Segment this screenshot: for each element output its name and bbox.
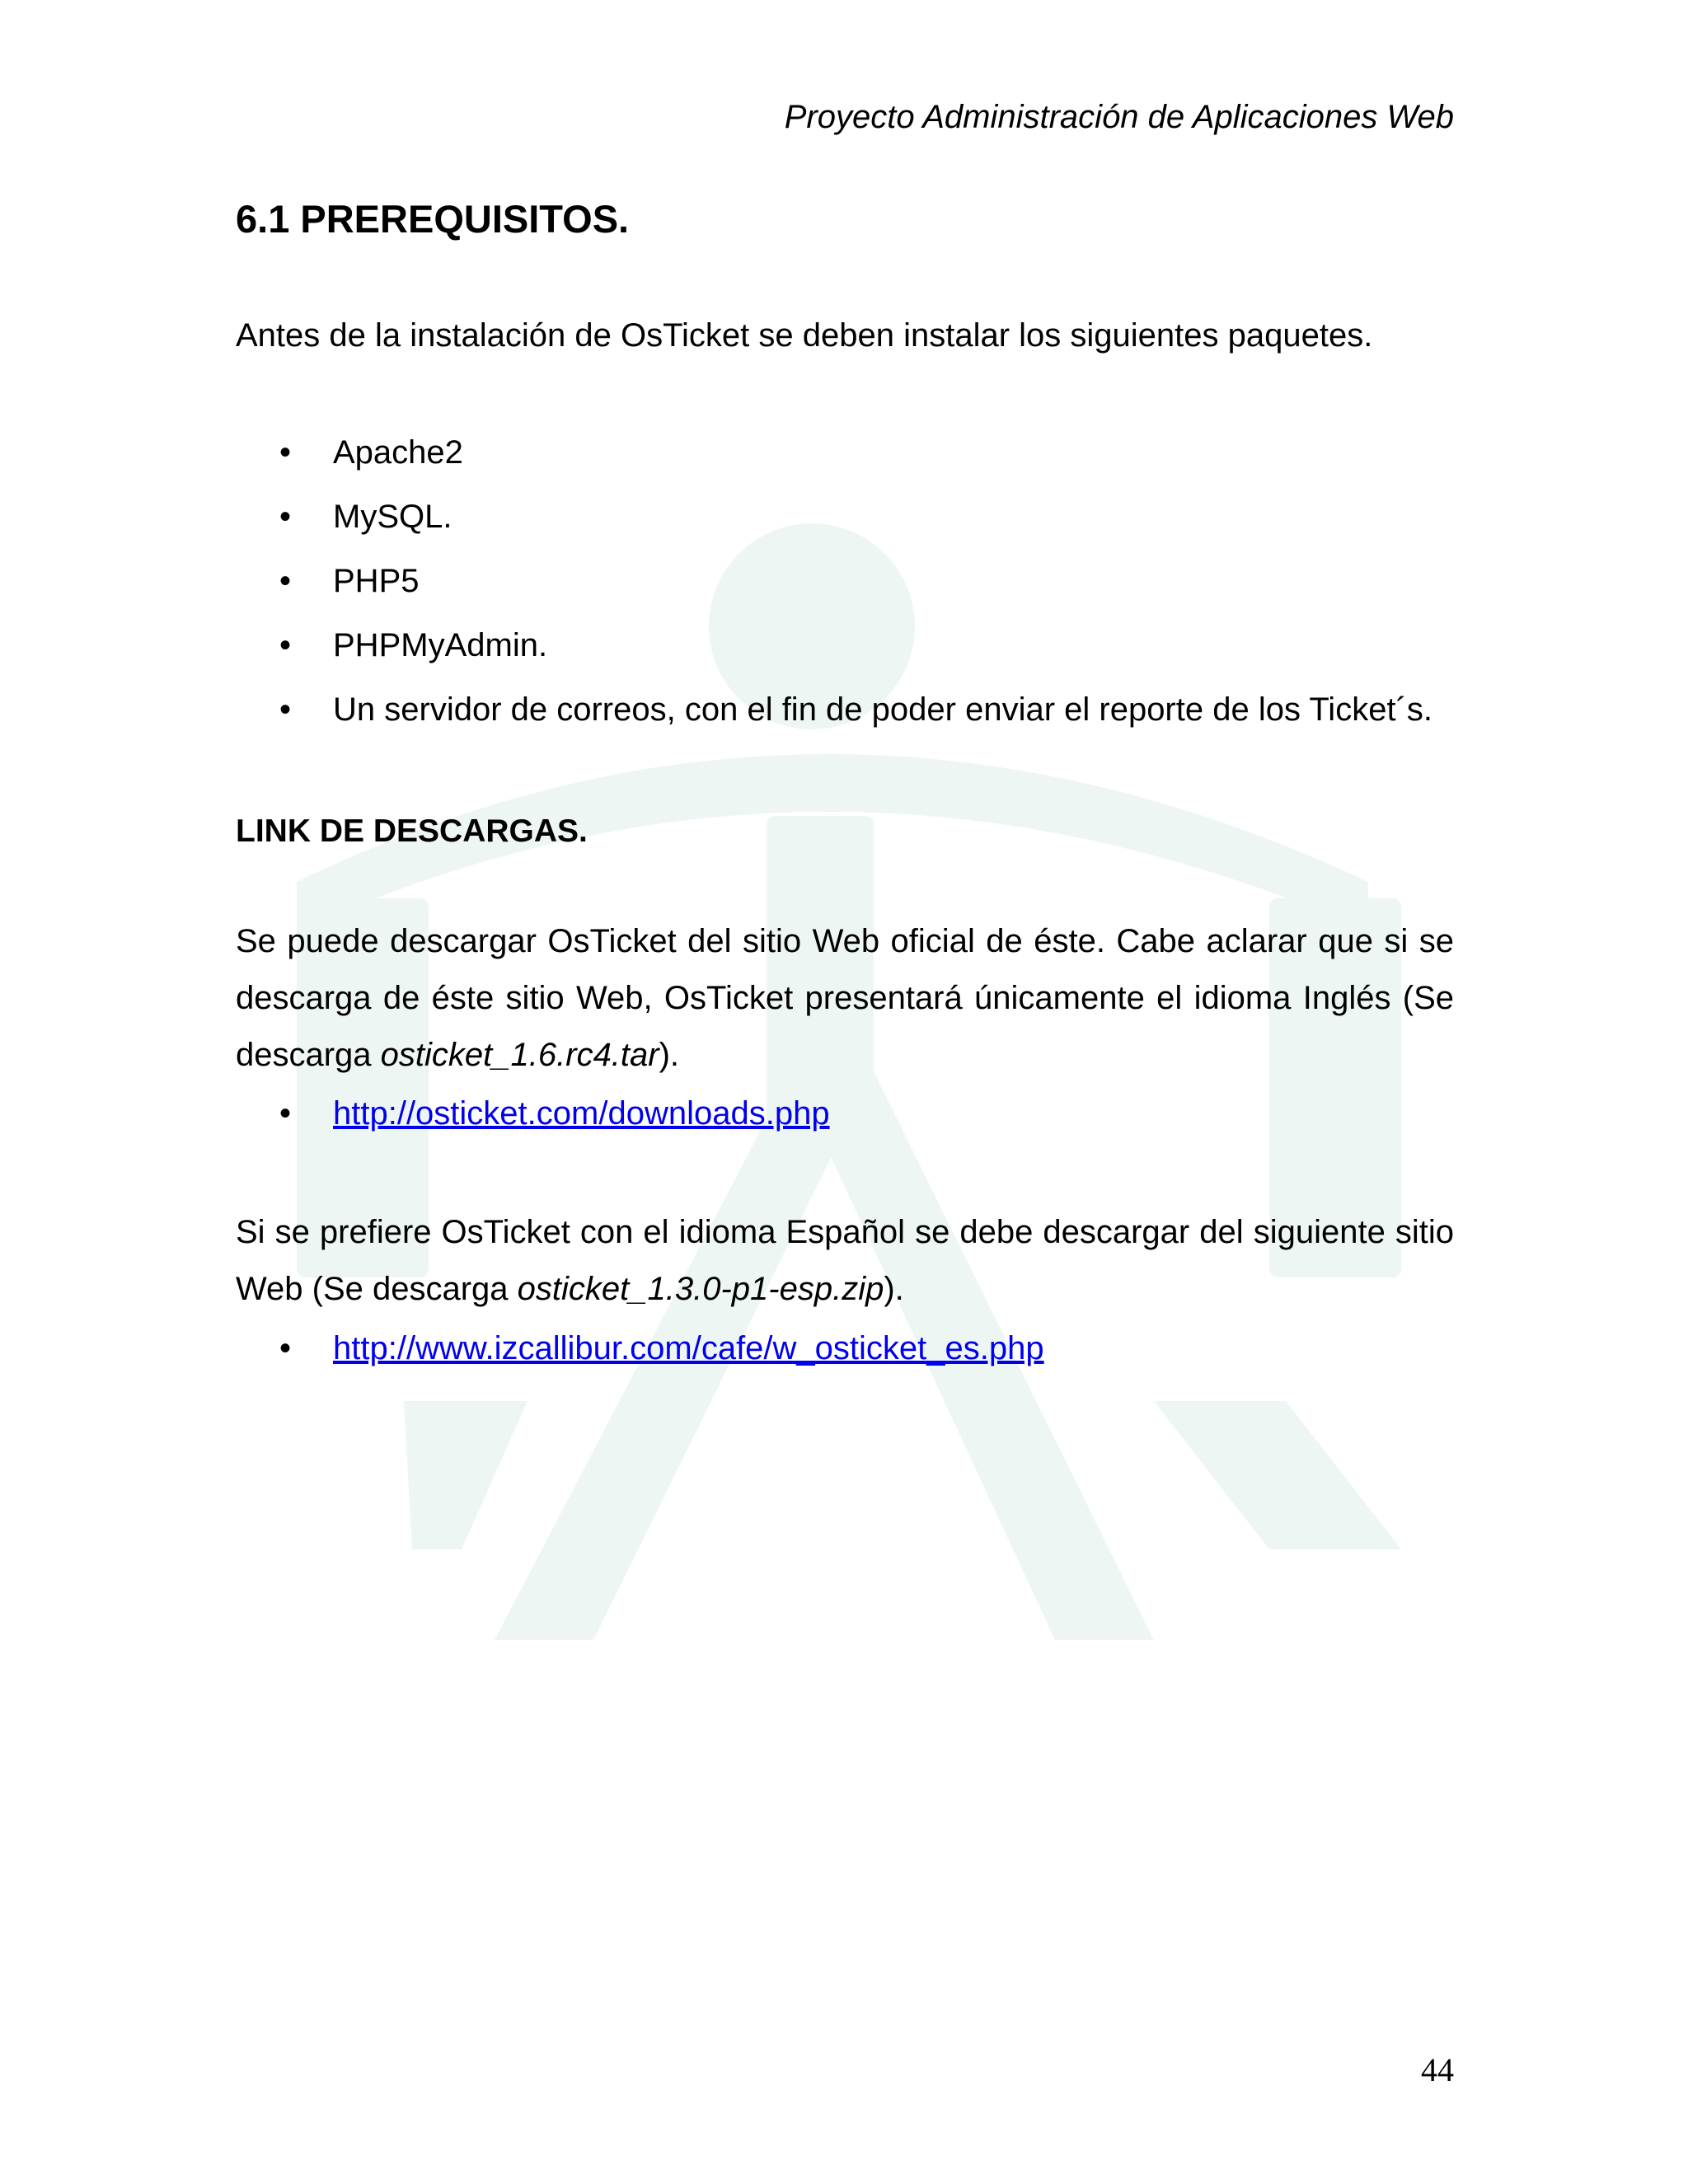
bullet-icon: • [279,499,292,535]
package-name: PHP5 [333,563,420,599]
english-download-paragraph [236,913,1454,1084]
package-name: Apache2 [333,434,463,471]
paragraph-text: Se puede descargar OsTicket del sitio Web oficial de éste. Cabe aclarar que si se descarga de éste sitio Web, OsTicket presentará únicamente el idioma Inglés (Se descarga [236,923,1454,1073]
bullet-icon: • [279,1095,292,1132]
bullet-icon: • [279,1330,292,1366]
bullet-icon: • [279,563,292,599]
paragraph-text: ). [884,1271,904,1307]
osticket-download-link[interactable]: http://osticket.com/downloads.php [333,1095,830,1132]
package-name: MySQL. [333,499,452,535]
package-name: Un servidor de correos, con el fin de poder enviar el reporte de los Ticket´s. [333,691,1432,728]
downloads-heading: LINK DE DESCARGAS. [236,813,588,849]
bullet-icon: • [279,691,292,728]
bullet-icon: • [279,627,292,663]
package-name: PHPMyAdmin. [333,627,548,663]
page-number: 44 [1421,2051,1454,2088]
bullet-icon: • [279,434,292,471]
spanish-download-paragraph [236,1204,1454,1318]
filename: osticket_1.6.rc4.tar [380,1037,659,1073]
running-header: Proyecto Administración de Aplicaciones Web [784,99,1454,135]
izcallibur-download-link[interactable]: http://www.izcallibur.com/cafe/w_osticket_es.php [333,1330,1044,1366]
section-title: 6.1 PREREQUISITOS. [236,197,630,241]
paragraph-text: Si se prefiere OsTicket con el idioma Español se debe descargar del siguiente sitio Web (Se descarga [236,1214,1454,1307]
paragraph-text: ). [659,1037,680,1073]
filename: osticket_1.3.0-p1-esp.zip [517,1271,884,1307]
intro-paragraph: Antes de la instalación de OsTicket se deben instalar los siguientes paquetes. [236,317,1373,354]
